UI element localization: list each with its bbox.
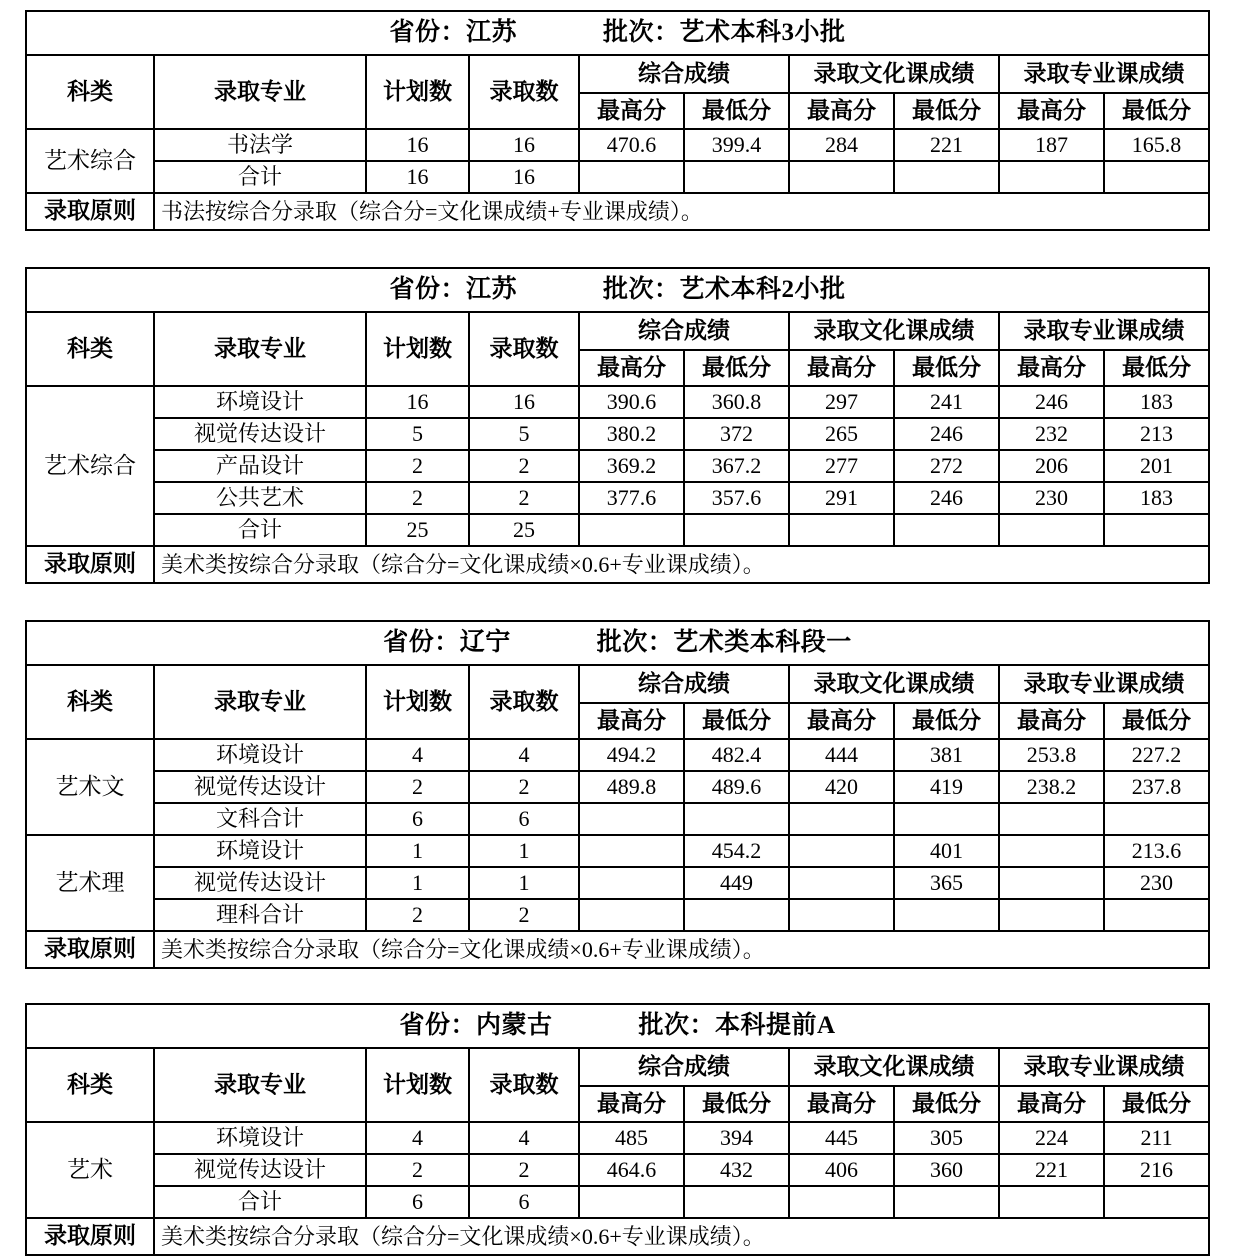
table-row [26,739,1209,771]
cell-cul-min [894,161,999,193]
cell-luqu: 6 [469,803,579,835]
column-header-major-min: 最低分 [1104,93,1209,129]
cell-luqu: 4 [469,1122,579,1154]
cell-comp-max: 489.8 [579,771,684,803]
column-header-kelei: 科类 [26,1048,154,1122]
column-header-group-culture: 录取文化课成绩 [789,312,999,350]
cell-maj-min [1104,899,1209,931]
column-header-group-comprehensive: 综合成绩 [579,55,789,93]
table-row [26,482,1209,514]
cell-cul-min [894,899,999,931]
cell-comp-min: 399.4 [684,129,789,161]
column-header-luqu: 录取数 [469,665,579,739]
column-header-major-max: 最高分 [999,350,1104,386]
cell-maj-max [999,803,1104,835]
table-title-cell [26,621,1209,665]
zhuanye-cell: 视觉传达设计 [154,418,366,450]
cell-jihua: 25 [366,514,469,546]
cell-comp-max: 369.2 [579,450,684,482]
cell-comp-max [579,803,684,835]
zhuanye-cell: 合计 [154,1186,366,1218]
column-header-jihua: 计划数 [366,55,469,129]
zhuanye-cell: 合计 [154,514,366,546]
column-header-zhuanye: 录取专业 [154,665,366,739]
kelei-cell: 艺术综合 [26,129,154,193]
column-header-group-culture: 录取文化课成绩 [789,1048,999,1086]
cell-cul-min: 221 [894,129,999,161]
column-header-group-culture: 录取文化课成绩 [789,55,999,93]
column-header-culture-min: 最低分 [894,350,999,386]
cell-cul-min: 365 [894,867,999,899]
column-header-culture-min: 最低分 [894,1086,999,1122]
cell-luqu: 5 [469,418,579,450]
cell-cul-max: 291 [789,482,894,514]
cell-cul-max: 444 [789,739,894,771]
cell-maj-max: 187 [999,129,1104,161]
cell-jihua: 5 [366,418,469,450]
cell-cul-min: 272 [894,450,999,482]
province-score-table [25,267,1210,584]
cell-comp-max [579,161,684,193]
column-header-comprehensive-min: 最低分 [684,93,789,129]
cell-comp-min: 449 [684,867,789,899]
table-title-cell [26,11,1209,55]
tables-container [25,10,1210,1256]
cell-luqu: 4 [469,739,579,771]
column-header-kelei: 科类 [26,55,154,129]
cell-maj-min: 183 [1104,482,1209,514]
cell-maj-min: 237.8 [1104,771,1209,803]
cell-maj-min [1104,514,1209,546]
column-header-culture-max: 最高分 [789,1086,894,1122]
cell-maj-max [999,161,1104,193]
cell-cul-min: 360 [894,1154,999,1186]
cell-comp-max [579,867,684,899]
column-header-major-max: 最高分 [999,1086,1104,1122]
cell-comp-min [684,899,789,931]
cell-comp-max: 380.2 [579,418,684,450]
province-title: 省份：内蒙古 [399,1011,553,1039]
column-header-group-comprehensive: 综合成绩 [579,312,789,350]
cell-comp-min: 454.2 [684,835,789,867]
rule-label: 录取原则 [26,546,154,583]
cell-maj-min: 201 [1104,450,1209,482]
cell-maj-max: 206 [999,450,1104,482]
cell-comp-max: 464.6 [579,1154,684,1186]
cell-jihua: 1 [366,867,469,899]
table-row [26,450,1209,482]
cell-cul-max [789,803,894,835]
table-title-row [26,621,1209,665]
cell-jihua: 2 [366,1154,469,1186]
column-header-group-major: 录取专业课成绩 [999,55,1209,93]
column-header-comprehensive-min: 最低分 [684,350,789,386]
province-title: 省份：辽宁 [383,628,511,656]
cell-jihua: 6 [366,803,469,835]
cell-comp-max: 494.2 [579,739,684,771]
cell-cul-min: 401 [894,835,999,867]
cell-maj-max: 246 [999,386,1104,418]
column-header-major-max: 最高分 [999,93,1104,129]
column-header-jihua: 计划数 [366,312,469,386]
table-title-row [26,11,1209,55]
cell-comp-max [579,1186,684,1218]
rule-label: 录取原则 [26,931,154,968]
column-header-group-major: 录取专业课成绩 [999,1048,1209,1086]
column-header-comprehensive-max: 最高分 [579,350,684,386]
column-header-major-max: 最高分 [999,703,1104,739]
cell-luqu: 2 [469,771,579,803]
cell-cul-min [894,1186,999,1218]
cell-maj-min: 230 [1104,867,1209,899]
table-row [26,835,1209,867]
cell-cul-min: 381 [894,739,999,771]
batch-title: 批次：本科提前A [638,1011,836,1039]
cell-cul-min: 241 [894,386,999,418]
cell-maj-max [999,1186,1104,1218]
table-row [26,386,1209,418]
cell-maj-max: 232 [999,418,1104,450]
cell-jihua: 2 [366,482,469,514]
cell-maj-min [1104,803,1209,835]
column-header-culture-min: 最低分 [894,703,999,739]
province-score-table [25,620,1210,969]
column-header-major-min: 最低分 [1104,350,1209,386]
cell-maj-min: 165.8 [1104,129,1209,161]
cell-maj-min [1104,161,1209,193]
cell-cul-max [789,161,894,193]
cell-maj-max [999,514,1104,546]
zhuanye-cell: 视觉传达设计 [154,771,366,803]
column-header-jihua: 计划数 [366,1048,469,1122]
zhuanye-cell: 环境设计 [154,386,366,418]
cell-luqu: 16 [469,129,579,161]
cell-jihua: 4 [366,739,469,771]
table-row [26,418,1209,450]
cell-luqu: 2 [469,899,579,931]
cell-jihua: 16 [366,386,469,418]
column-header-group-culture: 录取文化课成绩 [789,665,999,703]
cell-luqu: 2 [469,1154,579,1186]
rule-row [26,1218,1209,1255]
table-row [26,161,1209,193]
table-row [26,129,1209,161]
cell-luqu: 2 [469,450,579,482]
column-header-group-comprehensive: 综合成绩 [579,1048,789,1086]
table-row [26,1154,1209,1186]
batch-title: 批次：艺术类本科段一 [596,628,852,656]
column-header-comprehensive-max: 最高分 [579,93,684,129]
cell-jihua: 2 [366,450,469,482]
cell-maj-max: 253.8 [999,739,1104,771]
batch-title: 批次：艺术本科3小批 [603,18,846,46]
cell-cul-min: 246 [894,482,999,514]
column-header-luqu: 录取数 [469,312,579,386]
cell-cul-max [789,867,894,899]
column-header-culture-max: 最高分 [789,703,894,739]
cell-comp-min: 372 [684,418,789,450]
cell-comp-max: 377.6 [579,482,684,514]
cell-jihua: 4 [366,1122,469,1154]
column-header-zhuanye: 录取专业 [154,1048,366,1122]
zhuanye-cell: 合计 [154,161,366,193]
header-row-top [26,312,1209,350]
kelei-cell: 艺术文 [26,739,154,835]
zhuanye-cell: 文科合计 [154,803,366,835]
cell-comp-min [684,803,789,835]
cell-maj-max [999,867,1104,899]
zhuanye-cell: 视觉传达设计 [154,1154,366,1186]
cell-cul-max: 284 [789,129,894,161]
cell-maj-max [999,835,1104,867]
cell-luqu: 2 [469,482,579,514]
cell-cul-min [894,514,999,546]
cell-cul-max: 406 [789,1154,894,1186]
column-header-major-min: 最低分 [1104,703,1209,739]
cell-cul-min: 246 [894,418,999,450]
column-header-culture-max: 最高分 [789,350,894,386]
zhuanye-cell: 书法学 [154,129,366,161]
column-header-zhuanye: 录取专业 [154,55,366,129]
table-title-row [26,268,1209,312]
column-header-luqu: 录取数 [469,1048,579,1122]
cell-cul-min: 419 [894,771,999,803]
cell-luqu: 16 [469,386,579,418]
column-header-culture-min: 最低分 [894,93,999,129]
cell-cul-max [789,514,894,546]
header-row-top [26,1048,1209,1086]
cell-comp-min: 394 [684,1122,789,1154]
rule-row [26,193,1209,230]
cell-jihua: 2 [366,771,469,803]
cell-maj-min: 227.2 [1104,739,1209,771]
cell-cul-max [789,1186,894,1218]
column-header-group-comprehensive: 综合成绩 [579,665,789,703]
cell-cul-max: 445 [789,1122,894,1154]
kelei-cell: 艺术理 [26,835,154,931]
cell-cul-max: 420 [789,771,894,803]
column-header-kelei: 科类 [26,665,154,739]
cell-comp-min: 432 [684,1154,789,1186]
cell-jihua: 2 [366,899,469,931]
zhuanye-cell: 环境设计 [154,835,366,867]
cell-comp-max [579,899,684,931]
rule-row [26,931,1209,968]
cell-cul-max: 265 [789,418,894,450]
cell-comp-min [684,161,789,193]
column-header-culture-max: 最高分 [789,93,894,129]
province-title: 省份：江苏 [389,18,518,46]
table-row [26,1186,1209,1218]
cell-maj-min [1104,1186,1209,1218]
table-row [26,514,1209,546]
cell-cul-max: 277 [789,450,894,482]
cell-comp-max [579,514,684,546]
cell-comp-min: 357.6 [684,482,789,514]
cell-maj-min: 211 [1104,1122,1209,1154]
table-row [26,1122,1209,1154]
cell-comp-max [579,835,684,867]
rule-text: 美术类按综合分录取（综合分=文化课成绩×0.6+专业课成绩）。 [154,1218,1209,1255]
cell-comp-min: 360.8 [684,386,789,418]
rule-label: 录取原则 [26,1218,154,1255]
cell-comp-min [684,1186,789,1218]
zhuanye-cell: 视觉传达设计 [154,867,366,899]
column-header-luqu: 录取数 [469,55,579,129]
header-row-top [26,665,1209,703]
kelei-cell: 艺术 [26,1122,154,1218]
cell-maj-min: 213.6 [1104,835,1209,867]
column-header-comprehensive-max: 最高分 [579,1086,684,1122]
province-title: 省份：江苏 [389,275,518,303]
batch-title: 批次：艺术本科2小批 [603,275,846,303]
zhuanye-cell: 环境设计 [154,739,366,771]
kelei-cell: 艺术综合 [26,386,154,546]
cell-maj-max: 224 [999,1122,1104,1154]
table-row [26,771,1209,803]
table-title-cell [26,1004,1209,1048]
cell-comp-min: 367.2 [684,450,789,482]
table-title-row [26,1004,1209,1048]
table-row [26,867,1209,899]
cell-jihua: 16 [366,129,469,161]
cell-maj-min: 216 [1104,1154,1209,1186]
column-header-jihua: 计划数 [366,665,469,739]
province-score-table [25,10,1210,231]
cell-luqu: 25 [469,514,579,546]
cell-maj-min: 213 [1104,418,1209,450]
cell-jihua: 16 [366,161,469,193]
cell-maj-max [999,899,1104,931]
rule-text: 美术类按综合分录取（综合分=文化课成绩×0.6+专业课成绩）。 [154,931,1209,968]
cell-maj-min: 183 [1104,386,1209,418]
zhuanye-cell: 环境设计 [154,1122,366,1154]
cell-comp-max: 485 [579,1122,684,1154]
cell-maj-max: 230 [999,482,1104,514]
cell-cul-min: 305 [894,1122,999,1154]
province-score-table [25,1003,1210,1256]
cell-comp-min: 482.4 [684,739,789,771]
header-row-top [26,55,1209,93]
zhuanye-cell: 产品设计 [154,450,366,482]
cell-maj-max: 238.2 [999,771,1104,803]
zhuanye-cell: 理科合计 [154,899,366,931]
rule-label: 录取原则 [26,193,154,230]
column-header-comprehensive-max: 最高分 [579,703,684,739]
cell-jihua: 6 [366,1186,469,1218]
rule-text: 美术类按综合分录取（综合分=文化课成绩×0.6+专业课成绩）。 [154,546,1209,583]
zhuanye-cell: 公共艺术 [154,482,366,514]
cell-comp-min: 489.6 [684,771,789,803]
cell-luqu: 1 [469,867,579,899]
rule-row [26,546,1209,583]
cell-maj-max: 221 [999,1154,1104,1186]
column-header-major-min: 最低分 [1104,1086,1209,1122]
cell-cul-max [789,899,894,931]
column-header-comprehensive-min: 最低分 [684,703,789,739]
column-header-group-major: 录取专业课成绩 [999,665,1209,703]
table-row [26,803,1209,835]
column-header-group-major: 录取专业课成绩 [999,312,1209,350]
column-header-comprehensive-min: 最低分 [684,1086,789,1122]
column-header-kelei: 科类 [26,312,154,386]
cell-luqu: 1 [469,835,579,867]
cell-comp-max: 470.6 [579,129,684,161]
cell-cul-max [789,835,894,867]
table-row [26,899,1209,931]
cell-luqu: 16 [469,161,579,193]
cell-comp-max: 390.6 [579,386,684,418]
rule-text: 书法按综合分录取（综合分=文化课成绩+专业课成绩）。 [154,193,1209,230]
cell-jihua: 1 [366,835,469,867]
column-header-zhuanye: 录取专业 [154,312,366,386]
cell-cul-max: 297 [789,386,894,418]
cell-comp-min [684,514,789,546]
cell-luqu: 6 [469,1186,579,1218]
cell-cul-min [894,803,999,835]
table-title-cell [26,268,1209,312]
